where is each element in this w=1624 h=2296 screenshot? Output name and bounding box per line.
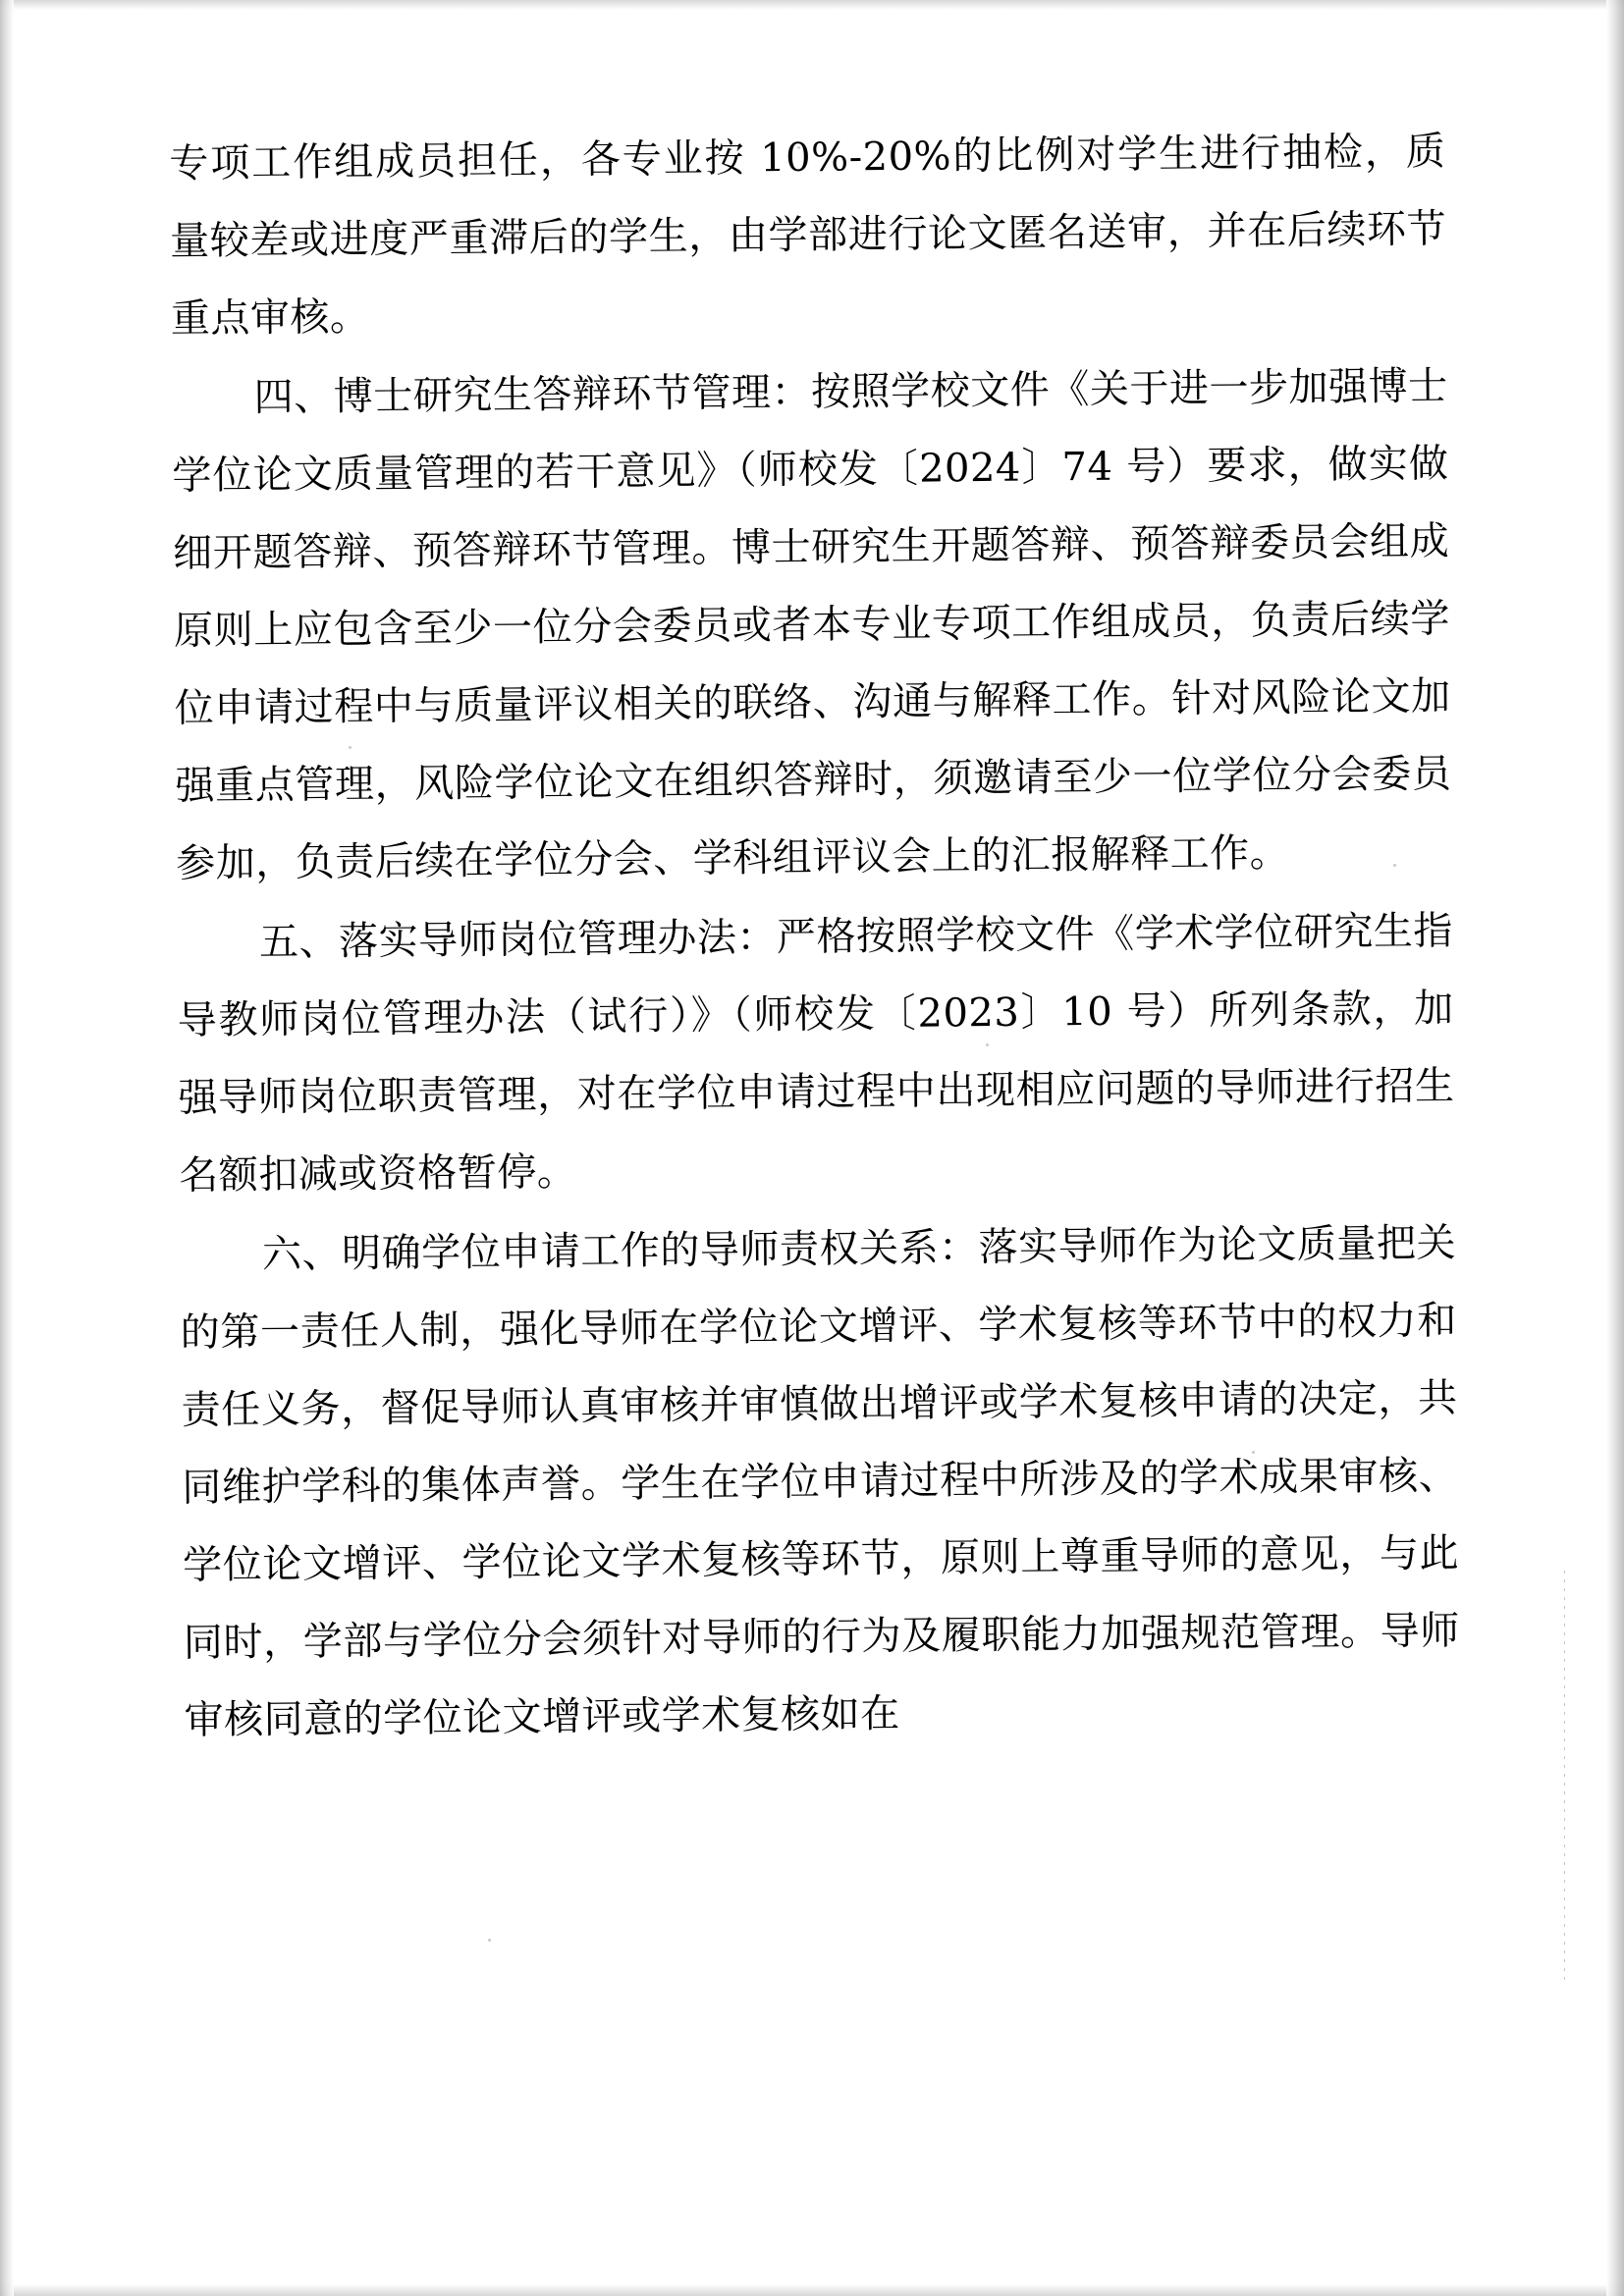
paragraph-section-six: 六、明确学位申请工作的导师责权关系：落实导师作为论文质量把关的第一责任人制，强化导师在学位论文增评、学术复核等环节中的权力和责任义务，督促导师认真审核并审慎做出增评或学术复核申请的决定，共同维护学科的集体声誉。学生在学位申请过程中所涉及的学术成果审核、学位论文增评、学位论文学术复核等环节，原则上尊重导师的意见，与此同时，学部与学位分会须针对导师的行为及履职能力加强规范管理。导师审核同意的学位论文增评或学术复核如在: [180, 1220, 1461, 1743]
page-edge-bottom: [0, 2284, 1624, 2296]
paragraph-section-five: 五、落实导师岗位管理办法：严格按照学校文件《学术学位研究生指导教师岗位管理办法（试行）》（师校发〔2023〕10 号）所列条款，加强导师岗位职责管理，对在学位申请过程中出现相应问题的导师进行招生名额扣减或资格暂停。: [177, 908, 1455, 1199]
paragraph-section-four: 四、博士研究生答辩环节管理：按照学校文件《关于进一步加强博士学位论文质量管理的若干意见》（师校发〔2024〕74 号）要求，做实做细开题答辩、预答辩环节管理。博士研究生开题答辩、预答辩委员会组成原则上应包含至少一位分会委员或者本专业专项工作组成员，负责后续学位申请过程中与质量评议相关的联络、沟通与解释工作。针对风险论文加强重点管理，风险学位论文在组织答辩时，须邀请至少一位学位分会委员参加，负责后续在学位分会、学科组评议会上的汇报解释工作。: [172, 363, 1452, 886]
page-edge-top: [0, 0, 1624, 10]
page-edge-left: [0, 0, 14, 2296]
document-text-body: [169, 114, 1461, 1762]
paragraph-continuation: 专项工作组成员担任，各专业按 10%-20%的比例对学生进行抽检，质量较差或进度严重滞后的学生，由学部进行论文匿名送审，并在后续环节重点审核。: [169, 129, 1447, 342]
scan-speck: [488, 1939, 491, 1942]
page-edge-right: [1606, 0, 1624, 2296]
scan-streak: [1564, 1571, 1565, 1983]
